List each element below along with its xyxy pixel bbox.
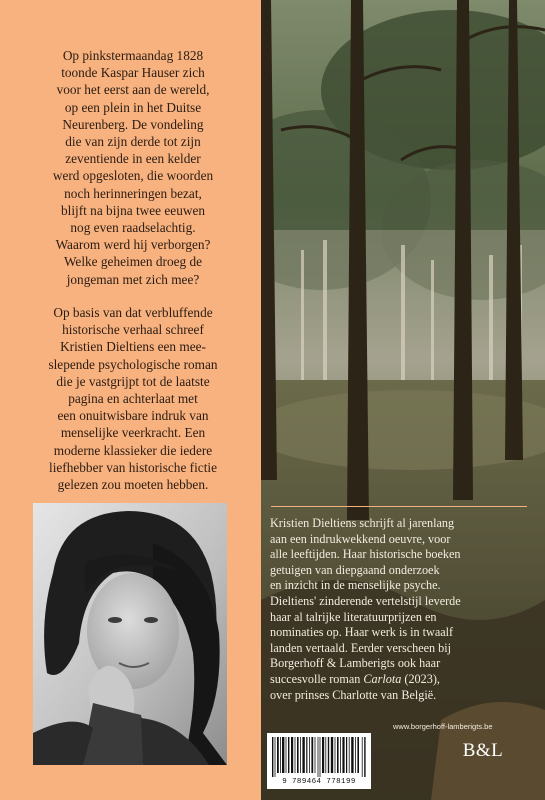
blurb-line: Welke geheimen droeg de bbox=[63, 254, 203, 270]
blurb-line: op een plein in het Duitse bbox=[64, 99, 202, 115]
bio-line-part: succesvolle roman bbox=[270, 671, 364, 686]
blurb-line: een onuitwisbare indruk van bbox=[57, 408, 209, 424]
publisher-website: www.borgerhoff-lamberigts.be bbox=[393, 722, 493, 731]
blurb-line: zeventiende in een kelder bbox=[65, 151, 201, 167]
barcode-graphic bbox=[272, 737, 366, 777]
bio-line: Dieltiens' zinderende vertelstijl leverde bbox=[270, 593, 461, 608]
blurb-line: menselijke veerkracht. Een bbox=[60, 425, 206, 441]
author-bio bbox=[270, 516, 532, 703]
isbn-barcode bbox=[267, 733, 371, 789]
bio-line: landen vertaald. Eerder verscheen bij bbox=[270, 640, 452, 655]
bio-line: Kristien Dieltiens schrijft al jarenlang bbox=[270, 516, 455, 530]
blurb-line: blijft na bijna twee eeuwen bbox=[61, 202, 205, 218]
blurb-line: Neurenberg. De vondeling bbox=[62, 116, 204, 132]
blurb-line: gelezen zou moeten hebben. bbox=[57, 477, 209, 493]
blurb-line: die je vastgrijpt tot de laatste bbox=[56, 373, 210, 389]
bio-line: haar al talrijke literatuurprijzen en bbox=[270, 609, 437, 624]
bio-line-part: (2023), bbox=[401, 671, 440, 686]
bio-line: nominaties op. Haar werk is in twaalf bbox=[270, 625, 454, 640]
isbn-number: 9 789464 778199 bbox=[282, 778, 356, 786]
divider-line bbox=[271, 506, 527, 507]
blurb-line: voor het eerst aan de wereld, bbox=[56, 82, 210, 98]
publisher-logo: B&L bbox=[462, 740, 504, 761]
blurb-line: moderne klassieker die iedere bbox=[53, 442, 213, 458]
bio-line: en inzicht in de menselijke psyche. bbox=[270, 578, 441, 593]
book-title: Carlota bbox=[363, 671, 402, 686]
blurb-line: slepende psychologische roman bbox=[48, 356, 218, 372]
blurb-line: Waarom werd hij verborgen? bbox=[55, 237, 211, 253]
bio-line: getuigen van diepgaand onderzoek bbox=[270, 562, 440, 577]
blurb-line: noch herinneringen bezat, bbox=[64, 185, 202, 201]
blurb-line: jongeman met zich mee? bbox=[66, 271, 200, 287]
bio-line: over prinses Charlotte van België. bbox=[270, 687, 437, 702]
blurb-line: Op basis van dat verbluffende bbox=[53, 305, 213, 320]
author-photo bbox=[33, 503, 227, 765]
blurb-line: toonde Kaspar Hauser zich bbox=[61, 65, 205, 81]
blurb-line: pagina en achterlaat met bbox=[68, 391, 198, 407]
back-cover-left-panel bbox=[0, 0, 261, 800]
blurb-line: liefhebber van historische fictie bbox=[49, 459, 217, 475]
bio-line: aan een indrukwekkend oeuvre, voor bbox=[270, 531, 451, 546]
blurb-line: die van zijn derde tot zijn bbox=[65, 134, 201, 150]
blurb-line: Kristien Dieltiens een mee- bbox=[60, 339, 206, 355]
bio-line: Borgerhoff & Lamberigts ook haar bbox=[270, 656, 441, 671]
blurb-line: historische verhaal schreef bbox=[62, 322, 204, 338]
bio-line: alle leeftijden. Haar historische boeken bbox=[270, 547, 461, 562]
blurb-line: Op pinkstermaandag 1828 bbox=[62, 48, 204, 63]
blurb-paragraph-1 bbox=[22, 47, 244, 288]
blurb-line: nog even raadselachtig. bbox=[70, 220, 196, 236]
blurb-line: werd opgesloten, die woorden bbox=[52, 168, 214, 184]
blurb-paragraph-2 bbox=[22, 304, 244, 493]
